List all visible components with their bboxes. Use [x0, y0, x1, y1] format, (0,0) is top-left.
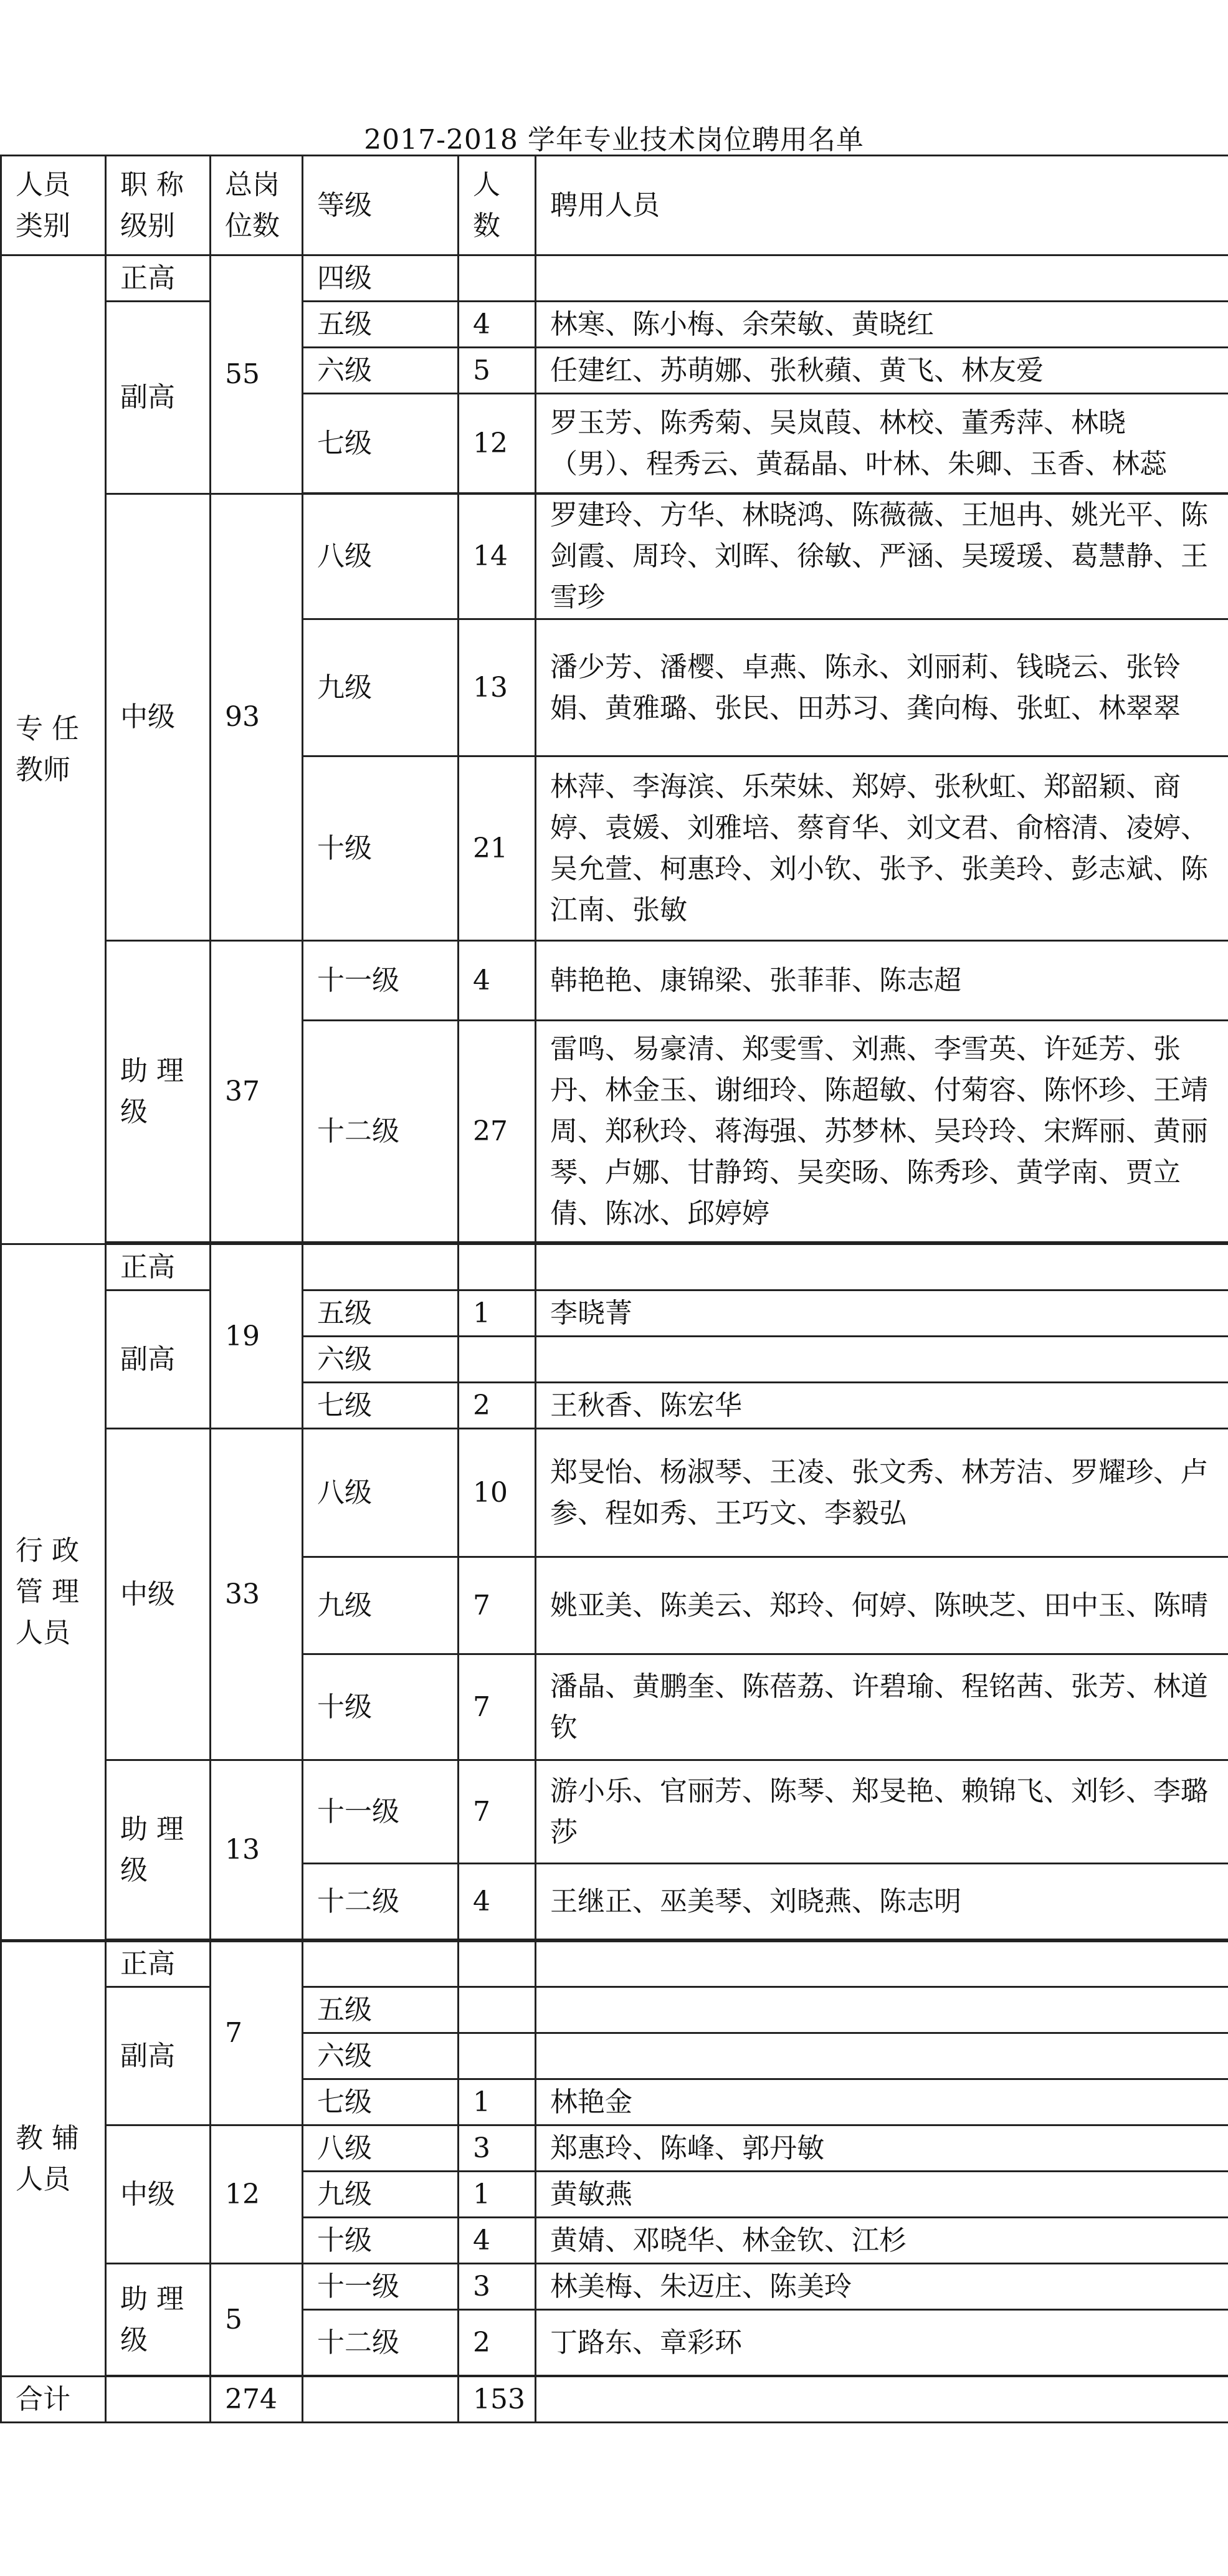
level-cell: 六级 — [303, 1337, 459, 1383]
category-admin: 行 政管 理人员 — [1, 1244, 106, 1941]
names-cell: 丁路东、章彩环 — [536, 2310, 1228, 2376]
count-cell: 7 — [459, 1760, 536, 1864]
header-total-posts: 总岗位数 — [211, 156, 303, 255]
names-cell: 郑惠玲、陈峰、郭丹敏 — [536, 2125, 1228, 2172]
level-cell: 十级 — [303, 2218, 459, 2264]
count-cell: 7 — [459, 1654, 536, 1760]
names-cell — [536, 1987, 1228, 2033]
total-posts-cell: 93 — [211, 494, 303, 941]
count-cell: 2 — [459, 1383, 536, 1429]
count-cell: 4 — [459, 1864, 536, 1940]
count-cell — [459, 1987, 536, 2033]
rank-label: 助 理级 — [106, 2264, 211, 2376]
names-cell: 李晓菁 — [536, 1290, 1228, 1337]
names-cell: 林萍、李海滨、乐荣妹、郑婷、张秋虹、郑韶颖、商婷、袁媛、刘雅培、蔡育华、刘文君、俞榕清、凌婷、吴允萱、柯惠玲、刘小钦、张予、张美玲、彭志斌、陈江南、张敏 — [536, 756, 1228, 941]
names-cell: 林寒、陈小梅、余荣敏、黄晓红 — [536, 302, 1228, 348]
totals-posts: 274 — [211, 2377, 303, 2423]
count-cell: 4 — [459, 302, 536, 348]
header-level: 等级 — [303, 156, 459, 255]
count-cell — [459, 1244, 536, 1290]
level-cell: 五级 — [303, 1987, 459, 2033]
rank-label: 助 理级 — [106, 1760, 211, 1940]
table-row — [1, 494, 1228, 619]
count-cell: 12 — [459, 394, 536, 494]
names-cell: 黄敏燕 — [536, 2172, 1228, 2218]
names-cell — [536, 1941, 1228, 1987]
count-cell: 4 — [459, 941, 536, 1021]
names-cell: 黄婧、邓晓华、林金钦、江杉 — [536, 2218, 1228, 2264]
count-cell: 2 — [459, 2310, 536, 2376]
rank-label: 中级 — [106, 1429, 211, 1760]
names-cell: 王继正、巫美琴、刘晓燕、陈志明 — [536, 1864, 1228, 1940]
total-posts-cell: 37 — [211, 941, 303, 1243]
count-cell — [459, 2033, 536, 2079]
names-cell: 罗建玲、方华、林晓鸿、陈薇薇、王旭冉、姚光平、陈剑霞、周玲、刘晖、徐敏、严涵、吴瑷瑗、葛慧静、王雪珍 — [536, 494, 1228, 619]
names-cell — [536, 1337, 1228, 1383]
count-cell: 3 — [459, 2264, 536, 2310]
category-teachers: 专 任教师 — [1, 255, 106, 1244]
level-cell: 八级 — [303, 1429, 459, 1557]
total-posts-cell: 33 — [211, 1429, 303, 1760]
level-cell: 九级 — [303, 1557, 459, 1654]
rank-label: 正高 — [106, 1244, 211, 1290]
table-row — [1, 1941, 1228, 1987]
rank-label: 中级 — [106, 2125, 211, 2264]
level-cell: 六级 — [303, 348, 459, 394]
level-cell: 十级 — [303, 1654, 459, 1760]
count-cell: 14 — [459, 494, 536, 619]
totals-empty — [106, 2377, 211, 2423]
header-category: 人员类别 — [1, 156, 106, 255]
count-cell: 10 — [459, 1429, 536, 1557]
count-cell — [459, 255, 536, 302]
header-rank: 职 称级别 — [106, 156, 211, 255]
table-row — [1, 1760, 1228, 1864]
names-cell: 姚亚美、陈美云、郑玲、何婷、陈映芝、田中玉、陈晴 — [536, 1557, 1228, 1654]
total-posts-cell: 19 — [211, 1244, 303, 1429]
rank-label: 正高 — [106, 255, 211, 302]
count-cell: 13 — [459, 619, 536, 756]
count-cell: 21 — [459, 756, 536, 941]
document-title: 2017-2018 学年专业技术岗位聘用名单 — [364, 124, 864, 156]
level-cell: 八级 — [303, 2125, 459, 2172]
table-row — [1, 302, 1228, 348]
level-cell: 九级 — [303, 2172, 459, 2218]
total-posts-cell: 5 — [211, 2264, 303, 2376]
names-cell — [536, 2033, 1228, 2079]
category-support: 教 辅人员 — [1, 1941, 106, 2377]
names-cell — [536, 255, 1228, 302]
table-row — [1, 1290, 1228, 1337]
rank-label: 副高 — [106, 1987, 211, 2125]
level-cell: 十一级 — [303, 1760, 459, 1864]
names-cell: 王秋香、陈宏华 — [536, 1383, 1228, 1429]
level-cell: 十二级 — [303, 1864, 459, 1940]
total-posts-cell: 55 — [211, 255, 303, 494]
spacer-row — [1, 1243, 1228, 1244]
names-cell: 郑旻怡、杨淑琴、王凌、张文秀、林芳洁、罗耀珍、卢参、程如秀、王巧文、李毅弘 — [536, 1429, 1228, 1557]
totals-label: 合计 — [1, 2377, 106, 2423]
level-cell: 十级 — [303, 756, 459, 941]
table-row — [1, 2125, 1228, 2172]
rank-label: 副高 — [106, 1290, 211, 1429]
level-cell — [303, 1244, 459, 1290]
total-posts-cell: 12 — [211, 2125, 303, 2264]
totals-empty — [303, 2377, 459, 2423]
rank-label: 正高 — [106, 1941, 211, 1987]
count-cell: 27 — [459, 1021, 536, 1243]
table-row — [1, 1429, 1228, 1557]
level-cell: 四级 — [303, 255, 459, 302]
level-cell: 十二级 — [303, 2310, 459, 2376]
names-cell: 游小乐、官丽芳、陈琴、郑旻艳、赖锦飞、刘钐、李璐莎 — [536, 1760, 1228, 1864]
level-cell: 七级 — [303, 2079, 459, 2125]
level-cell: 七级 — [303, 394, 459, 494]
total-posts-cell: 7 — [211, 1941, 303, 2125]
employment-roster-table — [0, 155, 1228, 2423]
header-employees: 聘用人员 — [536, 156, 1228, 255]
count-cell: 7 — [459, 1557, 536, 1654]
table-row — [1, 2264, 1228, 2310]
level-cell: 十一级 — [303, 941, 459, 1021]
totals-row — [1, 2377, 1228, 2423]
level-cell: 八级 — [303, 494, 459, 619]
count-cell: 3 — [459, 2125, 536, 2172]
level-cell: 五级 — [303, 1290, 459, 1337]
header-count: 人数 — [459, 156, 536, 255]
level-cell: 六级 — [303, 2033, 459, 2079]
totals-count: 153 — [459, 2377, 536, 2423]
total-posts-cell: 13 — [211, 1760, 303, 1940]
table-row — [1, 255, 1228, 302]
table-row — [1, 1987, 1228, 2033]
table-row — [1, 1244, 1228, 1290]
count-cell — [459, 1941, 536, 1987]
level-cell: 十一级 — [303, 2264, 459, 2310]
count-cell: 1 — [459, 2079, 536, 2125]
names-cell: 任建红、苏萌娜、张秋蘋、黄飞、林友爱 — [536, 348, 1228, 394]
level-cell: 五级 — [303, 302, 459, 348]
count-cell: 1 — [459, 2172, 536, 2218]
count-cell — [459, 1337, 536, 1383]
level-cell: 九级 — [303, 619, 459, 756]
names-cell — [536, 1244, 1228, 1290]
rank-label: 助 理级 — [106, 941, 211, 1243]
totals-empty — [536, 2377, 1228, 2423]
names-cell: 韩艳艳、康锦梁、张菲菲、陈志超 — [536, 941, 1228, 1021]
table-row — [1, 941, 1228, 1021]
rank-label: 中级 — [106, 494, 211, 941]
rank-label: 副高 — [106, 302, 211, 494]
count-cell: 1 — [459, 1290, 536, 1337]
names-cell: 潘晶、黄鹏奎、陈蓓荔、许碧瑜、程铭茜、张芳、林道钦 — [536, 1654, 1228, 1760]
level-cell: 七级 — [303, 1383, 459, 1429]
count-cell: 5 — [459, 348, 536, 394]
level-cell — [303, 1941, 459, 1987]
names-cell: 潘少芳、潘樱、卓燕、陈永、刘丽莉、钱晓云、张铃娟、黄雅璐、张民、田苏习、龚向梅、张虹、林翠翠 — [536, 619, 1228, 756]
table-header-row — [1, 156, 1228, 255]
count-cell: 4 — [459, 2218, 536, 2264]
level-cell: 十二级 — [303, 1021, 459, 1243]
names-cell: 林美梅、朱迈庄、陈美玲 — [536, 2264, 1228, 2310]
names-cell: 雷鸣、易豪清、郑雯雪、刘燕、李雪英、许延芳、张丹、林金玉、谢细玲、陈超敏、付菊容、陈怀珍、王靖周、郑秋玲、蒋海强、苏梦林、吴玲玲、宋辉丽、黄丽琴、卢娜、甘静筠、吴奕旸、陈秀珍、黄学南、贾立倩、陈冰、邱婷婷 — [536, 1021, 1228, 1243]
names-cell: 罗玉芳、陈秀菊、吴岚葭、林校、董秀萍、林晓（男）、程秀云、黄磊晶、叶林、朱卿、玉香、林蕊 — [536, 394, 1228, 494]
names-cell: 林艳金 — [536, 2079, 1228, 2125]
